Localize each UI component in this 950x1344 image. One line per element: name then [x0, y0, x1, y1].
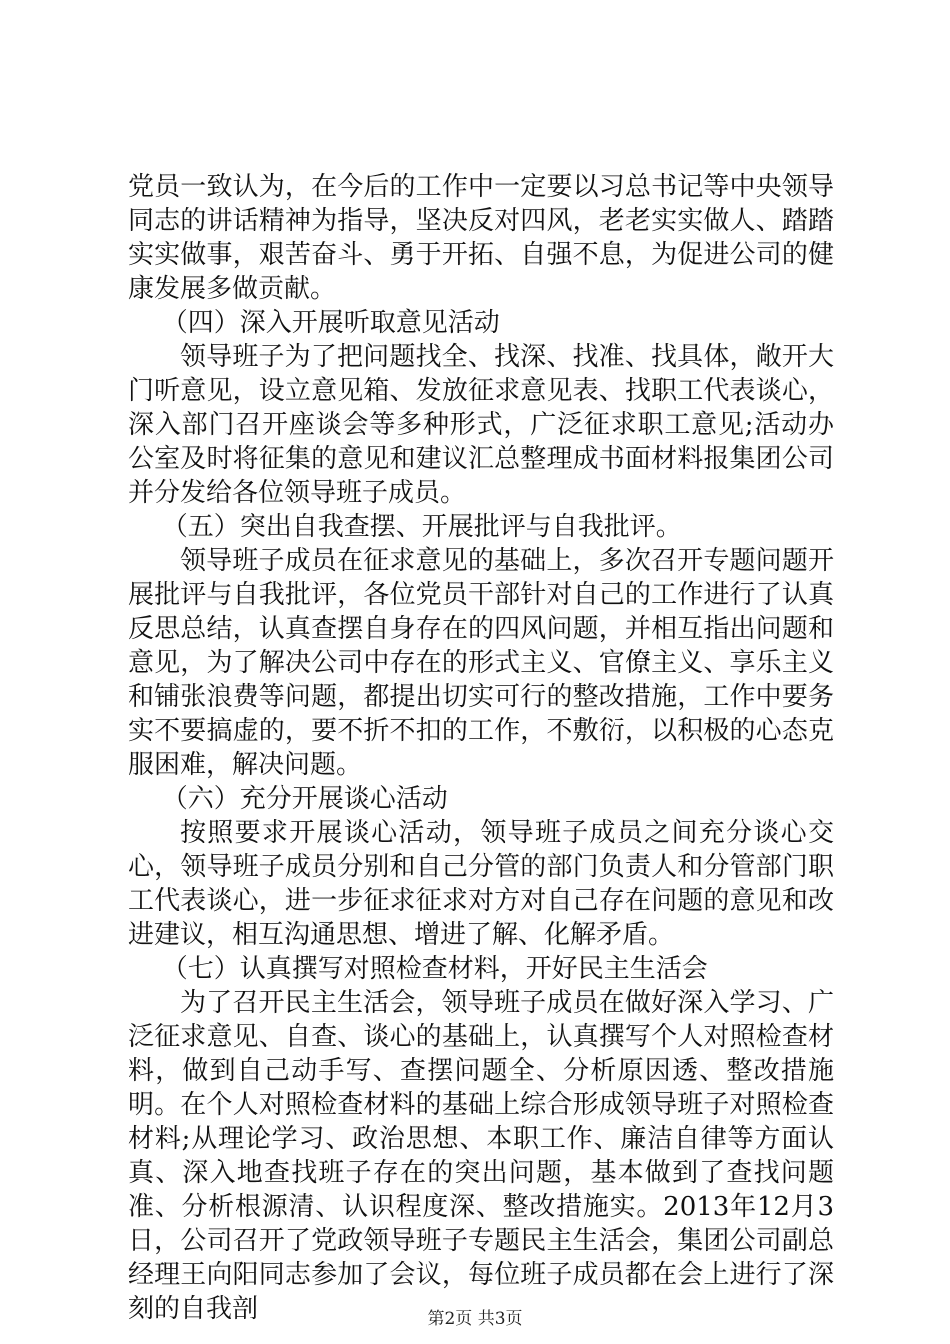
- page-number-footer: 第2页 共3页: [427, 1309, 523, 1329]
- section-heading-4: （四）深入开展听取意见活动: [161, 308, 500, 338]
- body-paragraph: 领导班子成员在征求意见的基础上，多次召开专题问题开展批评与自我批评，各位党员干部针对自己的工作进行了认真反思总结，认真查摆自身存在的四风问题，并相互指出问题和意见，为了解决公司中存在的形式主义、官僚主义、享乐主义和铺张浪费等问题，都提出切实可行的整改措施，工作中要务实不要搞虚的，要不折不扣的工作，不敷衍，以积极的心态克服困难，解决问题。: [128, 546, 834, 780]
- body-paragraph: 按照要求开展谈心活动，领导班子成员之间充分谈心交心，领导班子成员分别和自己分管的部门负责人和分管部门职工代表谈心，进一步征求征求对方对自己存在问题的意见和改进建议，相互沟通思想、增进了解、化解矛盾。: [128, 818, 834, 950]
- body-paragraph: 为了召开民主生活会，领导班子成员在做好深入学习、广泛征求意见、自查、谈心的基础上，认真撰写个人对照检查材料，做到自己动手写、查摆问题全、分析原因透、整改措施明。在个人对照检查材料的基础上综合形成领导班子对照检查材料;从理论学习、政治思想、本职工作、廉洁自律等方面认真、深入地查找班子存在的突出问题，基本做到了查找问题准、分析根源清、认识程度深、整改措施实。2013年12月3日，公司召开了党政领导班子专题民主生活会，集团公司副总经理王向阳同志参加了会议，每位班子成员都在会上进行了深刻的自我剖: [128, 988, 834, 1324]
- section-heading-7: （七）认真撰写对照检查材料，开好民主生活会: [161, 954, 708, 984]
- body-paragraph: 党员一致认为，在今后的工作中一定要以习总书记等中央领导同志的讲话精神为指导，坚决反对四风，老老实实做人、踏踏实实做事，艰苦奋斗、勇于开拓、自强不息，为促进公司的健康发展多做贡献。: [128, 172, 834, 304]
- body-paragraph: 领导班子为了把问题找全、找深、找准、找具体，敞开大门听意见，设立意见箱、发放征求意见表、找职工代表谈心，深入部门召开座谈会等多种形式，广泛征求职工意见;活动办公室及时将征集的意见和建议汇总整理成书面材料报集团公司并分发给各位领导班子成员。: [128, 342, 834, 508]
- document-body: [128, 170, 834, 1326]
- section-heading-6: （六）充分开展谈心活动: [161, 784, 448, 814]
- section-heading-5: （五）突出自我查摆、开展批评与自我批评。: [161, 512, 682, 542]
